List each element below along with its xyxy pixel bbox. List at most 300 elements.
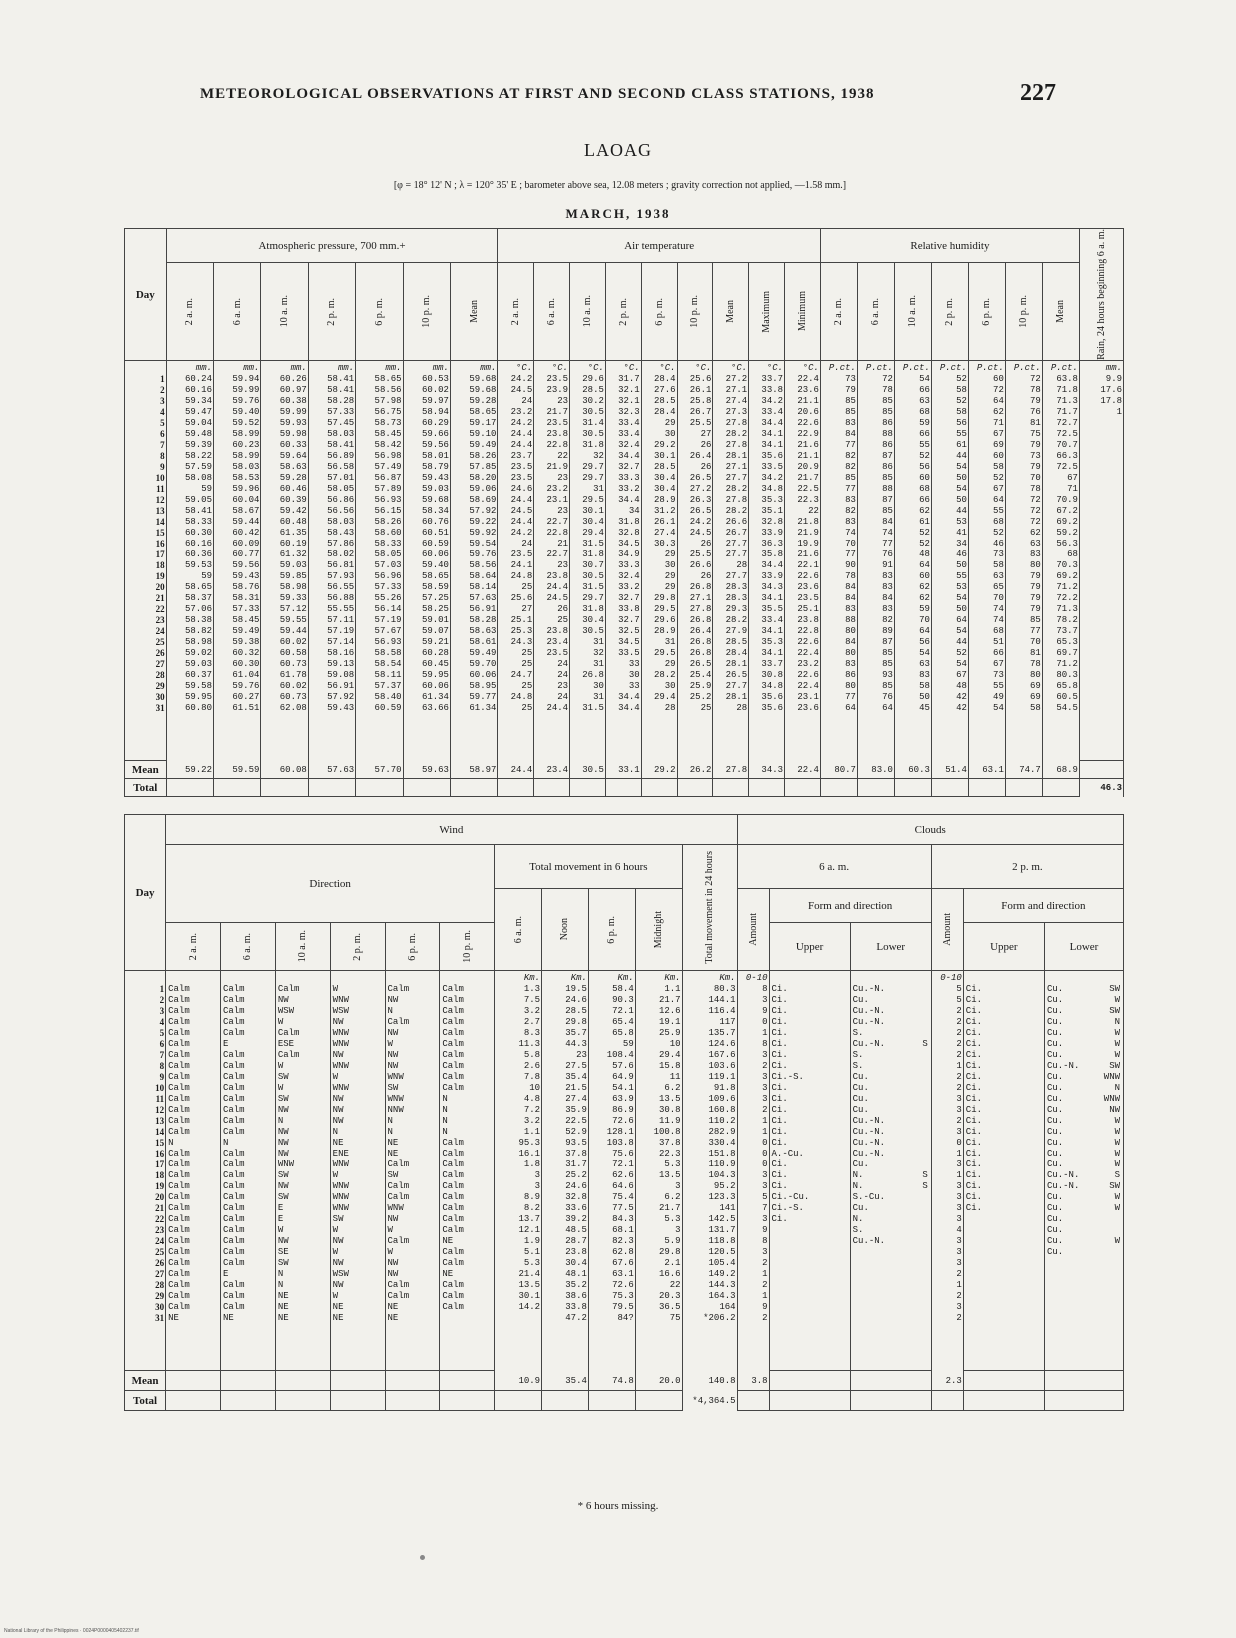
cloud-upper-value: Ci. — [771, 1049, 788, 1060]
wind-movement-value: 39.2 — [565, 1214, 587, 1225]
cloud-lower-value — [1047, 1072, 1122, 1083]
total-empty — [820, 779, 857, 797]
temperature-value: 30.1 — [653, 450, 676, 461]
wind-direction-value: SW — [277, 1071, 289, 1082]
pressure-value: 59.58 — [184, 681, 212, 692]
humidity-value: 73 — [845, 373, 856, 384]
cloud-lower-value — [853, 1050, 930, 1061]
cloud-lower-value — [1047, 1105, 1122, 1116]
wind-direction-value: NW — [332, 1016, 344, 1027]
temperature-mean: 23.4 — [534, 761, 570, 779]
humidity-value: 76 — [882, 549, 893, 560]
temperature-value: 19.9 — [797, 538, 819, 549]
wind-direction-value: NW — [332, 1049, 344, 1060]
pressure-value: 61.78 — [279, 670, 307, 681]
cloud-amount-value: 3 — [762, 1214, 768, 1225]
humidity-value: 52 — [919, 538, 930, 549]
wind-movement-value: 118.8 — [708, 1236, 736, 1247]
humidity-mean: 60.3 — [894, 761, 931, 779]
humidity-value: 77 — [845, 692, 856, 703]
cloud-amount-value: 2 — [762, 1060, 768, 1071]
wind-movement-value: 1.8 — [523, 1159, 541, 1170]
wind-direction-value: Calm — [168, 1005, 190, 1016]
humidity-value: 66.3 — [1056, 450, 1078, 461]
cloud-form-value: Cu.-N. — [1046, 1170, 1080, 1181]
total-empty — [440, 1391, 495, 1411]
cloud-form-value: Cu. — [1046, 1236, 1064, 1247]
humidity-unit: P.ct. — [1050, 363, 1078, 373]
humidity-col-header: Mean — [1042, 263, 1079, 361]
pressure-value: 60.36 — [184, 549, 212, 560]
total-empty — [931, 1391, 963, 1411]
temperature-value: 33.3 — [618, 472, 640, 483]
humidity-value: 83 — [919, 670, 930, 681]
humidity-value: 55 — [993, 505, 1004, 516]
pressure-col-header: 2 p. m. — [308, 263, 355, 361]
humidity-value: 75 — [1030, 428, 1041, 439]
cloud-form-value: Cu.-N. — [852, 1005, 886, 1016]
temperature-value: 27.4 — [653, 527, 676, 538]
day-number: 15 — [155, 527, 165, 538]
rain-value: 17.6 — [1100, 384, 1122, 395]
wind-direction-value: NW — [332, 1104, 344, 1115]
wind-movement-value: 48.1 — [565, 1269, 587, 1280]
wind-direction-value: Calm — [222, 1071, 245, 1082]
temperature-value: 24.2 — [689, 516, 712, 527]
temperature-value: 32.7 — [618, 615, 640, 626]
temperature-value: 32 — [593, 450, 604, 461]
total-empty — [641, 779, 677, 797]
wind-movement-column — [682, 971, 737, 1371]
temperature-mean: 30.5 — [570, 761, 606, 779]
wind-direction-value: Calm — [222, 1280, 245, 1291]
cloud-amount-value: 2 — [956, 1005, 962, 1016]
temperature-value: 27.7 — [725, 681, 748, 692]
day-number: 28 — [155, 1280, 165, 1291]
humidity-value: 54 — [993, 703, 1004, 714]
humidity-value: 85 — [845, 472, 856, 483]
temperature-value: 23.5 — [510, 461, 533, 472]
wind-movement-value: 22 — [669, 1280, 681, 1291]
temperature-value: 20.9 — [797, 461, 819, 472]
humidity-value: 85 — [1030, 615, 1041, 626]
pressure-value: 58.65 — [469, 406, 497, 417]
cloud-direction-value: WNW — [1103, 1093, 1120, 1104]
humidity-value: 73.7 — [1056, 626, 1078, 637]
temperature-value: 32.1 — [618, 384, 640, 395]
wind-direction-value: Calm — [168, 1038, 190, 1049]
cloud-amount-value: 3 — [956, 1302, 962, 1313]
wind-movement-value: 109.6 — [708, 1093, 736, 1104]
cloud-lower-column — [1044, 971, 1123, 1371]
humidity-value: 82 — [882, 615, 893, 626]
temperature-value: 27.2 — [725, 373, 748, 384]
temperature-value: 25.3 — [510, 626, 533, 637]
pressure-value: 58.41 — [327, 373, 355, 384]
humidity-value: 86 — [882, 439, 893, 450]
wind-movement-value: 52.9 — [565, 1126, 587, 1137]
temperature-value: 33.4 — [618, 417, 640, 428]
temperature-value: 22.8 — [546, 439, 569, 450]
wind-movement-value: 11 — [669, 1071, 681, 1082]
temperature-mean: 29.2 — [641, 761, 677, 779]
pressure-value: 59.96 — [232, 483, 260, 494]
temperature-value: 27.1 — [725, 461, 748, 472]
wind-movement-value: 64.9 — [612, 1071, 634, 1082]
total-empty — [570, 779, 606, 797]
wind-movement-value: 2.6 — [523, 1060, 541, 1071]
temperature-value: 25.8 — [689, 395, 712, 406]
wind-movement-value: 72.6 — [612, 1115, 634, 1126]
pressure-value: 58.41 — [184, 505, 212, 516]
pressure-value: 59.68 — [469, 373, 497, 384]
wind-movement-value: 160.8 — [708, 1104, 736, 1115]
humidity-value: 64 — [919, 626, 930, 637]
cloud-direction-value: W — [1114, 1115, 1120, 1126]
pressure-value: 59.70 — [469, 659, 497, 670]
temperature-value: 26.8 — [689, 637, 712, 648]
cloud-upper-value: Ci. — [771, 1214, 788, 1225]
wind-direction-value: Calm — [442, 1137, 464, 1148]
pressure-value: 60.27 — [232, 692, 260, 703]
temperature-value: 34.8 — [761, 483, 784, 494]
wind-movement-value: 1.1 — [523, 1126, 541, 1137]
wind-movement-value: 22.3 — [658, 1148, 681, 1159]
wind-movement-value: 128.1 — [606, 1126, 634, 1137]
wind-direction-column — [330, 971, 385, 1371]
cloud-direction-value: W — [1114, 1236, 1120, 1247]
wind-direction-value: Calm — [168, 1192, 190, 1203]
temperature-value: 24.2 — [510, 527, 533, 538]
temperature-value: 24.4 — [546, 582, 569, 593]
humidity-value: 54.5 — [1056, 703, 1078, 714]
cloud-amount-column — [931, 971, 963, 1371]
humidity-value: 64 — [882, 703, 893, 714]
day-number: 1 — [160, 373, 165, 384]
cloud-form-value: Cu.-N. — [852, 1115, 886, 1126]
humidity-col-header: 6 p. m. — [968, 263, 1005, 361]
form-direction-header: Form and direction — [963, 889, 1123, 923]
wind-direction-value: W — [277, 1082, 284, 1093]
wind-movement-value: 167.6 — [708, 1049, 736, 1060]
pressure-value: 57.49 — [374, 461, 402, 472]
wind-movement-value: 27.4 — [565, 1093, 587, 1104]
wind-direction-value: NW — [387, 1214, 399, 1225]
wind-direction-column — [166, 971, 221, 1371]
humidity-value: 62 — [993, 406, 1004, 417]
cloud-lower-value — [1047, 1236, 1122, 1247]
clouds-header: Clouds — [737, 815, 1123, 845]
wind-movement-mean: 35.4 — [542, 1371, 589, 1391]
temperature-value: 26 — [557, 604, 569, 615]
rain-value: 9.9 — [1105, 373, 1122, 384]
wind-direction-value: Calm — [442, 1071, 464, 1082]
pressure-value: 58.20 — [469, 472, 497, 483]
wind-direction-value: NW — [387, 1258, 399, 1269]
wind-direction-value: Calm — [442, 1005, 464, 1016]
humidity-value: 44 — [956, 637, 967, 648]
temperature-value: 29.5 — [653, 604, 676, 615]
wind-direction-value: Calm — [442, 1082, 464, 1093]
day-number: 28 — [155, 670, 165, 681]
pressure-value: 59.05 — [184, 494, 212, 505]
temperature-value: 33.7 — [761, 659, 784, 670]
temperature-value: 35.6 — [761, 450, 784, 461]
wind-direction-value: NW — [387, 1269, 399, 1280]
wind-direction-value: N — [442, 1093, 448, 1104]
temperature-value: 30.5 — [582, 406, 604, 417]
wind-movement-value: 75.4 — [612, 1192, 634, 1203]
wind-direction-value: W — [332, 1225, 339, 1236]
humidity-value: 85 — [882, 406, 893, 417]
humidity-value: 80.3 — [1056, 670, 1078, 681]
temperature-value: 29.4 — [582, 527, 604, 538]
pressure-value: 57.98 — [374, 395, 402, 406]
pressure-value: 58.61 — [469, 637, 497, 648]
temperature-value: 29 — [664, 417, 676, 428]
temperature-column — [785, 361, 821, 761]
humidity-value: 64 — [845, 703, 856, 714]
wind-direction-value: Calm — [168, 1060, 190, 1071]
temperature-value: 27 — [700, 428, 712, 439]
form-direction-header: Form and direction — [769, 889, 931, 923]
wind-movement-value: 16.1 — [518, 1148, 541, 1159]
temperature-value: 23.5 — [510, 472, 533, 483]
temperature-value: 34.5 — [618, 538, 640, 549]
humidity-value: 83 — [1030, 549, 1041, 560]
running-header: METEOROLOGICAL OBSERVATIONS AT FIRST AND SECOND CLASS STATIONS, 1938 — [200, 86, 875, 102]
total-empty — [635, 1391, 682, 1411]
wind-direction-value: W — [387, 1247, 393, 1258]
day-number: 13 — [155, 505, 165, 516]
wind-direction-value: Calm — [168, 1302, 190, 1313]
cloud-lower-value — [853, 1017, 930, 1028]
cloud-direction-value: W — [1114, 1137, 1120, 1148]
pressure-value: 56.58 — [327, 461, 355, 472]
cloud-lower-value — [1047, 1225, 1122, 1236]
temperature-value: 25.1 — [510, 615, 533, 626]
temperature-value: 33.4 — [761, 406, 784, 417]
temperature-value: 35.6 — [761, 703, 784, 714]
temperature-mean: 22.4 — [785, 761, 821, 779]
humidity-value: 72 — [1030, 516, 1041, 527]
pressure-value: 59.03 — [184, 659, 212, 670]
wind-direction-value: E — [277, 1203, 284, 1214]
cloud-form-value: Cu. — [1046, 994, 1064, 1005]
wind-direction-value: NW — [277, 1181, 289, 1192]
wind-direction-value: NW — [277, 1137, 289, 1148]
pressure-value: 58.01 — [421, 450, 449, 461]
humidity-value: 64 — [993, 395, 1004, 406]
temperature-col-header: 6 p. m. — [641, 263, 677, 361]
temperature-value: 33 — [628, 659, 640, 670]
rain-column — [1079, 361, 1123, 761]
pressure-value: 56.87 — [374, 472, 402, 483]
wind-movement-value: 1.1 — [664, 983, 681, 994]
wind-direction-value: Calm — [442, 1225, 464, 1236]
cloud-amount-value: 3 — [956, 1104, 962, 1115]
day-header: Day — [125, 229, 167, 361]
cloud-amount-value: 3 — [762, 1093, 768, 1104]
total-empty — [677, 779, 713, 797]
temperature-value: 26.8 — [689, 582, 712, 593]
cloud-amount-value: 3 — [762, 1181, 768, 1192]
wind-direction-value: N — [442, 1104, 448, 1115]
wind-direction-value: Calm — [387, 1181, 410, 1192]
temperature-value: 33 — [628, 681, 640, 692]
movement-24h-header: Total movement in 24 hours — [682, 845, 737, 971]
humidity-unit: P.ct. — [828, 363, 856, 373]
humidity-value: 50 — [956, 604, 967, 615]
wind-movement-value: 44.3 — [565, 1038, 587, 1049]
mean-label-bottom: Mean — [125, 1371, 166, 1391]
pressure-value: 59.49 — [232, 626, 260, 637]
wind-movement-value: 72.6 — [612, 1280, 634, 1291]
total-empty — [308, 779, 355, 797]
wind-direction-value: NE — [222, 1313, 234, 1324]
rain-total: 46.3 — [1079, 779, 1123, 797]
cloud-form-value: Cu.-N. — [852, 983, 886, 994]
temperature-value: 32 — [593, 648, 604, 659]
day-number: 30 — [155, 692, 165, 703]
wind-movement-value: 30.8 — [658, 1104, 681, 1115]
cloud-lower-value — [853, 1181, 930, 1192]
pressure-column — [214, 361, 261, 761]
month-title: MARCH, 1938 — [565, 206, 671, 221]
cloud-lower-value — [853, 1072, 930, 1083]
total-empty — [498, 779, 534, 797]
cloud-upper-value: Ci. — [965, 1060, 982, 1071]
cloud-amount-value: 2 — [956, 1049, 962, 1060]
temperature-value: 28.9 — [653, 626, 676, 637]
day-number: 12 — [155, 494, 165, 505]
pressure-value: 58.63 — [469, 626, 497, 637]
day-number: 31 — [155, 1313, 165, 1324]
humidity-value: 56 — [919, 637, 930, 648]
pressure-column — [450, 361, 497, 761]
total-empty — [1005, 779, 1042, 797]
wind-direction-value: Calm — [168, 1027, 190, 1038]
wind-movement-mean: 74.8 — [588, 1371, 635, 1391]
mean-empty — [275, 1371, 330, 1391]
cloud-form-value: Cu. — [852, 1093, 869, 1104]
day-number: 2 — [159, 994, 165, 1005]
wind-direction-value: Calm — [168, 1093, 190, 1104]
temperature-value: 34.5 — [618, 637, 640, 648]
wind-direction-value: NW — [332, 1258, 344, 1269]
wind-direction-value: E — [222, 1038, 229, 1049]
temperature-unit: °C. — [766, 363, 784, 373]
wind-direction-value: NNW — [387, 1104, 404, 1115]
wind-movement-value: 20.3 — [658, 1291, 681, 1302]
wind-movement-value: 110.9 — [708, 1159, 736, 1170]
pressure-value: 61.04 — [232, 670, 260, 681]
temperature-value: 28.2 — [725, 615, 748, 626]
humidity-value: 51 — [993, 637, 1004, 648]
humidity-mean: 74.7 — [1005, 761, 1042, 779]
temperature-value: 24 — [557, 659, 569, 670]
pressure-value: 58.95 — [469, 681, 497, 692]
wind-movement-value: 28.7 — [565, 1236, 587, 1247]
temperature-value: 24.4 — [510, 439, 533, 450]
total-empty — [214, 779, 261, 797]
cloud-form-value: Cu.-N. — [1046, 1181, 1080, 1192]
cloud-form-value: Cu. — [1046, 1093, 1064, 1104]
temperature-value: 23 — [557, 505, 569, 516]
pressure-value: 56.96 — [374, 571, 402, 582]
total-empty — [166, 1391, 221, 1411]
temperature-value: 31.2 — [653, 505, 676, 516]
pressure-unit: mm. — [290, 363, 307, 373]
temperature-col-header: Mean — [713, 263, 749, 361]
pressure-value: 59.95 — [421, 670, 449, 681]
temperature-value: 29.5 — [582, 494, 604, 505]
pressure-value: 58.33 — [184, 516, 212, 527]
day-number: 23 — [155, 1225, 165, 1236]
total-empty — [385, 1391, 440, 1411]
mean-empty — [166, 1371, 221, 1391]
wind-direction-value: ENE — [332, 1148, 349, 1159]
wind-direction-value: Calm — [222, 1258, 245, 1269]
wind-movement-value: 5.3 — [664, 1214, 681, 1225]
humidity-value: 78 — [1030, 483, 1041, 494]
wind-direction-value: WSW — [332, 1269, 349, 1280]
pressure-value: 60.06 — [469, 670, 497, 681]
wind-direction-value: NW — [332, 1280, 344, 1291]
day-number: 6 — [160, 428, 165, 439]
cloud-upper-value: Ci. — [965, 1148, 982, 1159]
pressure-value: 60.16 — [184, 384, 212, 395]
wind-movement-value: 62.6 — [612, 1170, 634, 1181]
temperature-value: 33.2 — [618, 582, 640, 593]
pressure-value: 60.30 — [184, 527, 212, 538]
pressure-value: 56.89 — [327, 450, 355, 461]
wind-movement-value: 48.5 — [565, 1225, 587, 1236]
pressure-col-header: 2 a. m. — [166, 263, 213, 361]
wind-direction-value: E — [222, 1269, 229, 1280]
humidity-value: 83 — [845, 417, 856, 428]
temperature-value: 24.5 — [510, 384, 533, 395]
humidity-value: 54 — [956, 593, 967, 604]
wind-direction-value: Calm — [442, 1060, 464, 1071]
clouds-6am-header: 6 a. m. — [737, 845, 931, 889]
day-column-bottom — [125, 971, 166, 1371]
cloud-upper-value: Ci. — [771, 1005, 788, 1016]
pressure-value: 58.28 — [469, 615, 497, 626]
day-number: 29 — [155, 1291, 165, 1302]
humidity-value: 83 — [882, 571, 893, 582]
temperature-value: 29.2 — [653, 439, 676, 450]
humidity-value: 55 — [993, 681, 1004, 692]
pressure-value: 58.40 — [374, 692, 402, 703]
humidity-value: 68 — [993, 516, 1004, 527]
temperature-value: 21.1 — [797, 450, 819, 461]
cloud-amount-value: 3 — [762, 994, 768, 1005]
wind-direction-value: Calm — [168, 1049, 190, 1060]
temperature-value: 27.8 — [689, 604, 712, 615]
cloud-form-value: Cu. — [852, 994, 869, 1005]
cloud-upper-value: Ci.-S. — [771, 1071, 804, 1082]
temperature-value: 28.1 — [725, 659, 748, 670]
cloud-form-value: Cu.-N. — [852, 1236, 886, 1247]
humidity-column — [931, 361, 968, 761]
pressure-value: 59.28 — [279, 472, 307, 483]
wind-movement-value: 37.8 — [565, 1148, 587, 1159]
pressure-value: 60.30 — [232, 659, 260, 670]
wind-movement-value: 124.6 — [708, 1038, 736, 1049]
pressure-value: 57.85 — [469, 461, 497, 472]
day-number: 16 — [155, 538, 165, 549]
